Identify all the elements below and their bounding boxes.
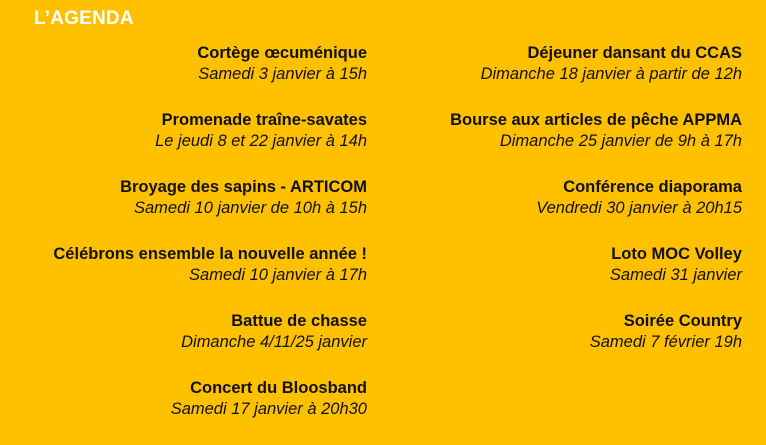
event-date: Dimanche 4/11/25 janvier bbox=[181, 333, 367, 351]
event-date: Samedi 10 janvier de 10h à 15h bbox=[134, 199, 367, 217]
agenda-event bbox=[120, 177, 367, 244]
agenda-event bbox=[181, 311, 367, 378]
event-date: Dimanche 18 janvier à partir de 12h bbox=[480, 65, 742, 83]
event-title: Déjeuner dansant du CCAS bbox=[527, 44, 742, 62]
event-date: Samedi 7 février 19h bbox=[589, 333, 742, 351]
agenda-event bbox=[53, 244, 367, 311]
event-title: Conférence diaporama bbox=[563, 178, 742, 196]
agenda-event bbox=[171, 378, 367, 445]
event-date: Dimanche 25 janvier de 9h à 17h bbox=[499, 132, 742, 150]
event-title: Concert du Bloosband bbox=[190, 379, 367, 397]
event-date: Le jeudi 8 et 22 janvier à 14h bbox=[155, 132, 367, 150]
event-title: Cortège œcuménique bbox=[197, 44, 367, 62]
agenda-event bbox=[536, 177, 742, 244]
agenda-column-right bbox=[450, 43, 742, 378]
event-title: Promenade traîne-savates bbox=[161, 111, 367, 129]
event-title: Broyage des sapins - ARTICOM bbox=[120, 178, 367, 196]
event-date: Samedi 3 janvier à 15h bbox=[198, 65, 367, 83]
agenda-column-left bbox=[53, 43, 367, 445]
event-title: Battue de chasse bbox=[231, 312, 367, 330]
event-date: Samedi 17 janvier à 20h30 bbox=[170, 400, 367, 418]
agenda-event bbox=[610, 244, 742, 311]
event-title: Célébrons ensemble la nouvelle année ! bbox=[53, 245, 367, 263]
agenda-event bbox=[590, 311, 742, 378]
agenda-event bbox=[481, 43, 742, 110]
event-date: Vendredi 30 janvier à 20h15 bbox=[536, 199, 742, 217]
agenda-title: L’AGENDA bbox=[34, 8, 134, 29]
event-title: Bourse aux articles de pêche APPMA bbox=[450, 111, 742, 129]
agenda-event bbox=[155, 110, 367, 177]
event-date: Samedi 10 janvier à 17h bbox=[189, 266, 367, 284]
event-title: Loto MOC Volley bbox=[611, 245, 742, 263]
agenda-event bbox=[197, 43, 367, 110]
agenda-event bbox=[450, 110, 742, 177]
event-title: Soirée Country bbox=[623, 312, 742, 330]
event-date: Samedi 31 janvier bbox=[609, 266, 742, 284]
